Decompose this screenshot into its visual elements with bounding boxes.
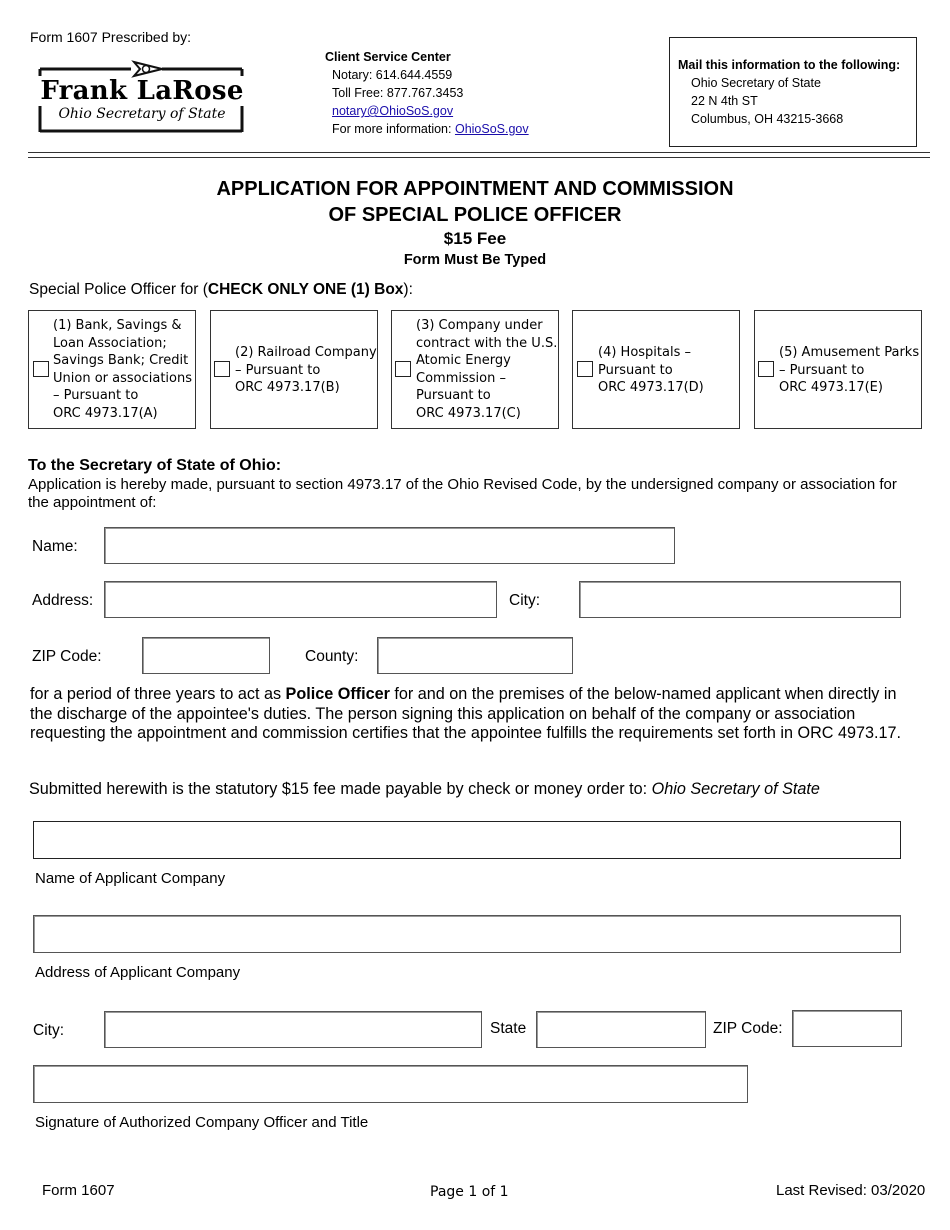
payee: Ohio Secretary of State xyxy=(651,780,820,798)
footer-form-number: Form 1607 xyxy=(42,1182,115,1199)
mail-to-title: Mail this information to the following: xyxy=(678,58,901,72)
option-text-2: (2) Railroad Company – Pursuant to ORC 4973.17(B) xyxy=(235,345,377,396)
notary-phone: Notary: 614.644.4559 xyxy=(332,68,453,82)
mail-to-box xyxy=(669,37,917,147)
toll-free-phone: Toll Free: 877.767.3453 xyxy=(332,86,464,100)
header-divider xyxy=(28,152,930,153)
intro-text: Application is hereby made, pursuant to section 4973.17 of the Ohio Revised Code, by the undersigned company or association for the appointment of: xyxy=(28,476,897,511)
company-state-label: State xyxy=(490,1020,527,1037)
option-text-4: (4) Hospitals – Pursuant to ORC 4973.17(D) xyxy=(598,345,704,396)
fee-title: $15 Fee xyxy=(443,229,507,248)
address-label: Address: xyxy=(32,592,94,609)
logo xyxy=(36,54,248,134)
logo-name: Frank LaRose xyxy=(40,76,244,106)
company-zip-input[interactable] xyxy=(792,1010,902,1047)
prescribed-by: Form 1607 Prescribed by: xyxy=(30,29,192,45)
city-label: City: xyxy=(509,592,540,609)
more-info-label: For more information: xyxy=(332,122,452,136)
signature-caption: Signature of Authorized Company Officer and Title xyxy=(35,1114,369,1131)
company-name-input[interactable] xyxy=(33,821,901,859)
appointee-city-input[interactable] xyxy=(579,581,901,618)
option-checkbox-3[interactable] xyxy=(395,361,411,377)
option-checkbox-5[interactable] xyxy=(758,361,774,377)
logo-frame xyxy=(36,54,248,134)
footer-revised: Last Revised: 03/2020 xyxy=(776,1182,926,1199)
company-city-label: City: xyxy=(33,1022,64,1039)
appointee-zip-input[interactable] xyxy=(142,637,270,674)
county-label: County: xyxy=(305,648,359,665)
intro-heading: To the Secretary of State of Ohio: xyxy=(28,457,282,474)
mail-to-line1: Ohio Secretary of State xyxy=(691,76,821,90)
logo-subtitle: Ohio Secretary of State xyxy=(58,106,226,122)
title-line2: OF SPECIAL POLICE OFFICER xyxy=(328,204,622,226)
period-text: for a period of three years to act as Police Officer for and on the premises of the below-named applicant when directly in the discharge of the appointee's duties. The person signing this application on behalf of the company or association requesting the appointment and commission certifies that the appointee fulfills the requirements set forth in ORC 4973.17. xyxy=(30,685,902,742)
option-text-1: (1) Bank, Savings & Loan Association; Savings Bank; Credit Union or associations – Pursuant to ORC 4973.17(A) xyxy=(53,318,192,421)
typed-note: Form Must Be Typed xyxy=(403,252,547,268)
appointee-address-input[interactable] xyxy=(104,581,497,618)
company-name-caption: Name of Applicant Company xyxy=(35,870,226,887)
company-state-input[interactable] xyxy=(536,1011,706,1048)
form-title xyxy=(0,176,950,270)
header-divider-2 xyxy=(28,157,930,158)
option-text-5: (5) Amusement Parks – Pursuant to ORC 4973.17(E) xyxy=(779,345,920,396)
option-checkbox-1[interactable] xyxy=(33,361,49,377)
fee-statement: Submitted herewith is the statutory $15 fee made payable by check or money order to: Ohio Secretary of State xyxy=(29,780,820,798)
footer-page-number: Page 1 of 1 xyxy=(430,1184,509,1200)
company-address-input[interactable] xyxy=(33,915,901,953)
website-link[interactable]: OhioSoS.gov xyxy=(454,122,529,136)
option-checkbox-4[interactable] xyxy=(577,361,593,377)
option-checkbox-2[interactable] xyxy=(214,361,230,377)
appointee-name-input[interactable] xyxy=(104,527,675,564)
client-service-center xyxy=(325,48,529,138)
appointee-county-input[interactable] xyxy=(377,637,573,674)
mail-to-line2: 22 N 4th ST xyxy=(691,94,758,108)
option-text-3: (3) Company under contract with the U.S. Atomic Energy Commission – Pursuant to ORC 4973.17(C) xyxy=(416,318,558,421)
company-city-input[interactable] xyxy=(104,1011,482,1048)
name-label: Name: xyxy=(32,538,78,555)
mail-to-line3: Columbus, OH 43215-3668 xyxy=(691,112,844,126)
company-address-caption: Address of Applicant Company xyxy=(35,964,241,981)
client-service-title: Client Service Center xyxy=(325,50,451,64)
title-line1: APPLICATION FOR APPOINTMENT AND COMMISSION xyxy=(216,178,734,200)
signature-input[interactable] xyxy=(33,1065,748,1103)
check-instruction: Special Police Officer for (CHECK ONLY ONE (1) Box): xyxy=(29,281,413,298)
company-zip-label: ZIP Code: xyxy=(713,1020,783,1037)
zip-label: ZIP Code: xyxy=(32,648,102,665)
notary-email-link[interactable]: notary@OhioSoS.gov xyxy=(332,104,454,118)
